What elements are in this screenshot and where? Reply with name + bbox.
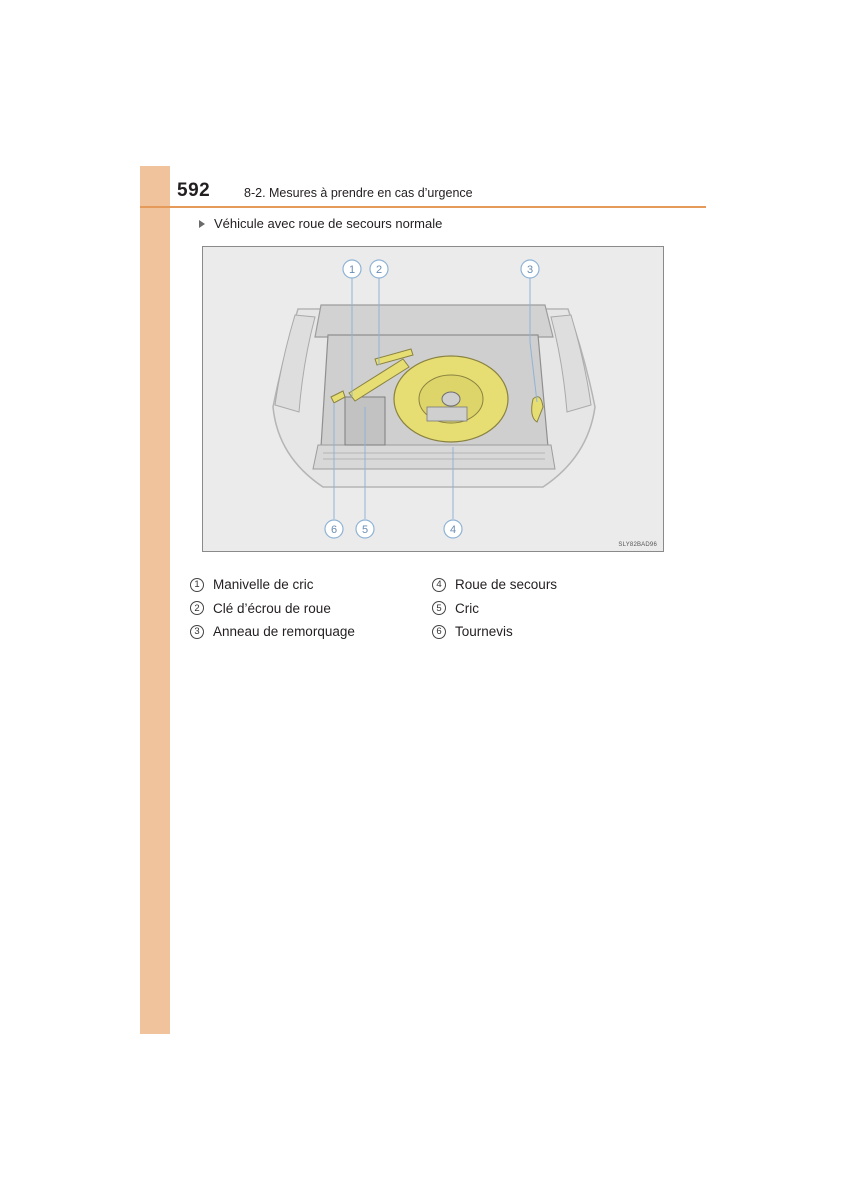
legend-item	[190, 620, 355, 644]
subheading-text: Véhicule avec roue de secours normale	[214, 216, 443, 231]
chapter-side-tab	[140, 166, 170, 1034]
subheading	[199, 216, 442, 231]
callout-3	[521, 260, 539, 278]
legend-number: 6	[432, 625, 446, 639]
legend-label: Tournevis	[455, 624, 513, 640]
callout-5	[356, 520, 374, 538]
callout-4-label: 4	[449, 524, 457, 536]
callout-6	[325, 520, 343, 538]
figure-code: SLY82BAD96	[618, 542, 657, 548]
section-title: 8-2. Mesures à prendre en cas d’urgence	[244, 186, 473, 200]
legend-number: 1	[190, 578, 204, 592]
legend-number: 3	[190, 625, 204, 639]
callout-1-label: 1	[348, 264, 356, 276]
trunk-drawing	[203, 247, 663, 551]
callout-6-label: 6	[330, 524, 338, 536]
legend-label: Anneau de remorquage	[213, 624, 355, 640]
legend-label: Roue de secours	[455, 577, 558, 593]
legend-right	[432, 573, 557, 644]
legend-label: Manivelle de cric	[213, 577, 314, 593]
header-rule	[140, 206, 706, 208]
legend-item	[432, 597, 557, 621]
callout-5-label: 5	[361, 524, 369, 536]
legend-item	[190, 573, 355, 597]
page-number: 592	[177, 180, 211, 201]
legend-item	[432, 573, 557, 597]
bullet-triangle-icon	[199, 220, 205, 228]
legend-number: 5	[432, 601, 446, 615]
legend-label: Cric	[455, 600, 479, 616]
legend-number: 4	[432, 578, 446, 592]
spare-tire-hub	[442, 392, 460, 406]
callout-2	[370, 260, 388, 278]
callout-1	[343, 260, 361, 278]
legend-left	[190, 573, 355, 644]
trunk-illustration	[202, 246, 664, 552]
callout-3-label: 3	[526, 264, 534, 276]
callout-2-label: 2	[375, 264, 383, 276]
legend-item	[432, 620, 557, 644]
legend-item	[190, 597, 355, 621]
legend-label: Clé d’écrou de roue	[213, 600, 331, 616]
callout-4	[444, 520, 462, 538]
trunk-lid-opening	[315, 305, 553, 337]
legend-number: 2	[190, 601, 204, 615]
rear-bumper	[313, 445, 555, 469]
